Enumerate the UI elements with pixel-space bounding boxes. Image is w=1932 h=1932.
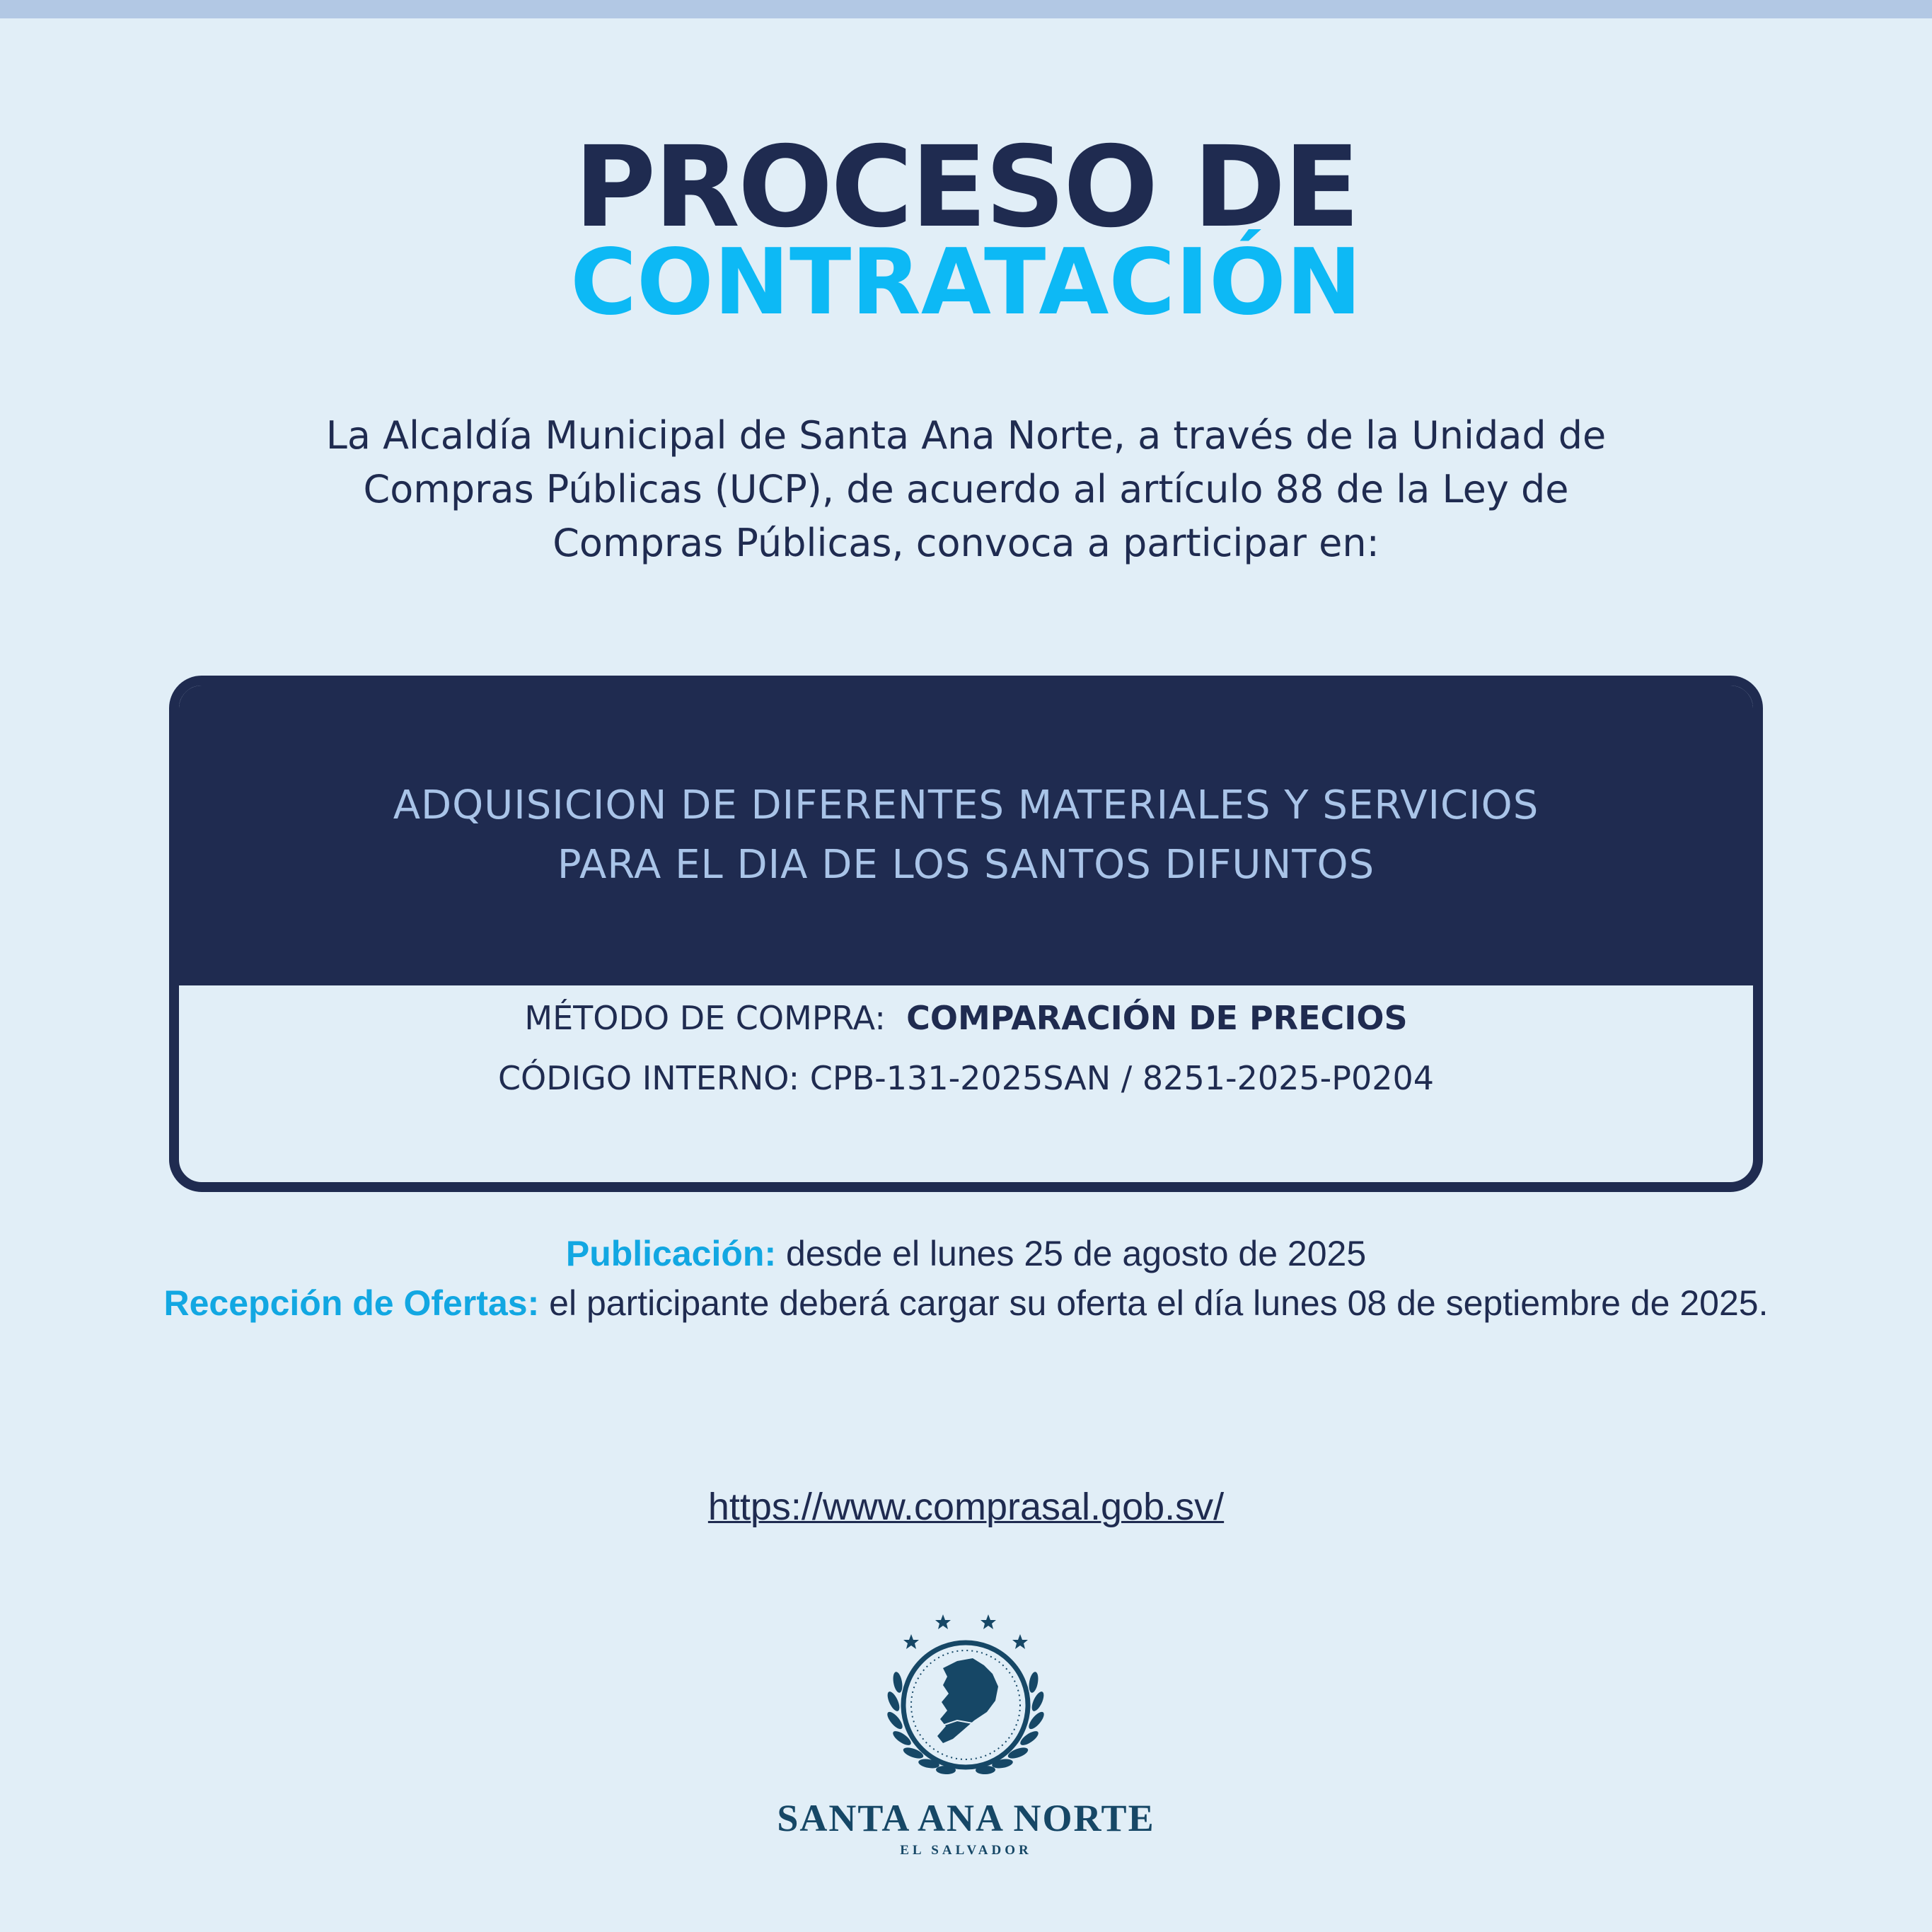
intro-line2: Compras Públicas (UCP), de acuerdo al artículo 88 de la Ley de (363, 467, 1569, 511)
process-title (241, 776, 1691, 895)
star-icon (935, 1614, 951, 1629)
brand-country: EL SALVADOR (900, 1843, 1032, 1858)
internal-code-row (179, 1050, 1753, 1106)
internal-code-label: CÓDIGO INTERNO: (497, 1059, 800, 1097)
intro-paragraph (233, 409, 1699, 570)
laurel-wreath-map-emblem-icon (867, 1606, 1065, 1790)
publication-label: Publicación: (565, 1234, 777, 1273)
comprasal-link-row (0, 1479, 1932, 1535)
reception-row (0, 1278, 1932, 1328)
internal-code-value: CPB-131-2025SAN / 8251-2025-P0204 (809, 1059, 1435, 1097)
process-card (169, 676, 1763, 1192)
purchase-method-value: COMPARACIÓN DE PRECIOS (906, 999, 1408, 1037)
page-title-line1: PROCESO DE (574, 122, 1358, 253)
intro-line3: Compras Públicas, convoca a participar en: (553, 521, 1379, 565)
reception-text: el participante deberá cargar su oferta el día lunes 08 de septiembre de 2025. (549, 1283, 1769, 1323)
intro-line1: La Alcaldía Municipal de Santa Ana Norte, a través de la Unidad de (325, 413, 1607, 458)
top-accent-strip (0, 0, 1932, 18)
brand-name: SANTA ANA NORTE (777, 1797, 1155, 1839)
star-icon (903, 1634, 919, 1649)
process-card-header (179, 686, 1753, 985)
page-title-line2: CONTRATACIÓN (570, 230, 1362, 335)
process-title-line1: ADQUISICION DE DIFERENTES MATERIALES Y SERVICIOS (393, 782, 1539, 828)
star-icon (1012, 1634, 1028, 1649)
star-icon (981, 1614, 996, 1629)
municipality-map-icon (937, 1658, 998, 1743)
publication-text: desde el lunes 25 de agosto de 2025 (786, 1234, 1367, 1273)
dates-block (0, 1229, 1932, 1328)
publication-row (0, 1229, 1932, 1278)
reception-label: Recepción de Ofertas: (163, 1283, 540, 1323)
comprasal-link[interactable]: https://www.comprasal.gob.sv/ (707, 1486, 1225, 1528)
process-title-line2: PARA EL DIA DE LOS SANTOS DIFUNTOS (557, 842, 1375, 888)
purchase-method-label: MÉTODO DE COMPRA: (524, 999, 886, 1037)
purchase-method-row (179, 990, 1753, 1046)
